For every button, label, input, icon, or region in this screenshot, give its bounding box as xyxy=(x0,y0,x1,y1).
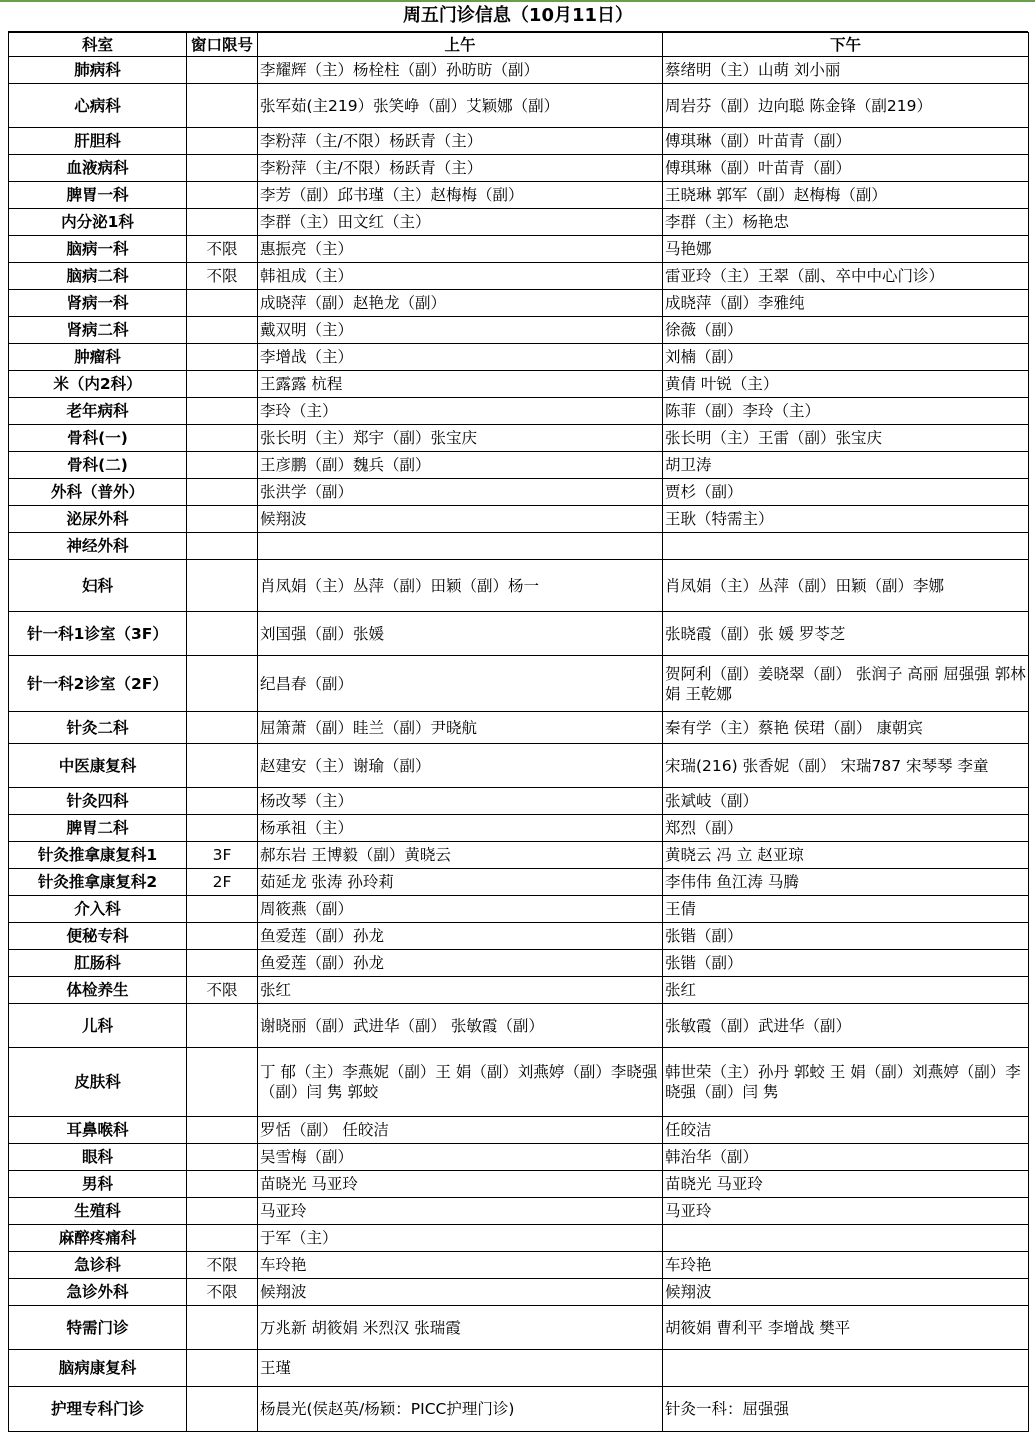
win-cell xyxy=(187,815,258,842)
pm-cell: 陈菲（副）李玲（主） xyxy=(663,398,1029,425)
dept-cell: 脾胃一科 xyxy=(9,182,187,209)
pm-cell: 周岩芬（副）边向聪 陈金锋（副219） xyxy=(663,84,1029,128)
table-row xyxy=(9,263,1029,290)
table-row xyxy=(9,923,1029,950)
dept-cell: 护理专科门诊 xyxy=(9,1387,187,1432)
pm-cell xyxy=(663,1225,1029,1252)
win-cell: 2F xyxy=(187,869,258,896)
am-cell: 谢晓丽（副）武进华（副） 张敏霞（副） xyxy=(258,1004,663,1048)
table-row xyxy=(9,1225,1029,1252)
am-cell: 张红 xyxy=(258,977,663,1004)
pm-cell: 成晓萍（副）李雅纯 xyxy=(663,290,1029,317)
schedule-body xyxy=(9,57,1029,1432)
dept-cell: 急诊外科 xyxy=(9,1279,187,1306)
pm-cell: 韩治华（副） xyxy=(663,1144,1029,1171)
pm-cell: 郑烈（副） xyxy=(663,815,1029,842)
dept-cell: 肝胆科 xyxy=(9,128,187,155)
dept-cell: 男科 xyxy=(9,1171,187,1198)
dept-cell: 神经外科 xyxy=(9,533,187,560)
header-row xyxy=(9,33,1029,57)
table-row xyxy=(9,1279,1029,1306)
am-cell: 张洪学（副） xyxy=(258,479,663,506)
pm-cell: 宋瑞(216) 张香妮（副） 宋瑞787 宋琴琴 李童 xyxy=(663,744,1029,788)
table-row xyxy=(9,506,1029,533)
win-cell xyxy=(187,1387,258,1432)
am-cell: 纪昌春（副） xyxy=(258,656,663,712)
table-row xyxy=(9,533,1029,560)
table-row xyxy=(9,1171,1029,1198)
table-row xyxy=(9,398,1029,425)
dept-cell: 生殖科 xyxy=(9,1198,187,1225)
pm-cell: 张敏霞（副）武进华（副） xyxy=(663,1004,1029,1048)
win-cell xyxy=(187,1225,258,1252)
header-am: 上午 xyxy=(258,33,663,57)
dept-cell: 米（内2科） xyxy=(9,371,187,398)
pm-cell xyxy=(663,1350,1029,1387)
table-row xyxy=(9,290,1029,317)
win-cell xyxy=(187,1171,258,1198)
am-cell: 刘国强（副）张媛 xyxy=(258,612,663,656)
pm-cell: 雷亚玲（主）王翠（副、卒中中心门诊） xyxy=(663,263,1029,290)
pm-cell: 王耿（特需主） xyxy=(663,506,1029,533)
pm-cell: 贾杉（副） xyxy=(663,479,1029,506)
pm-cell: 王晓琳 郭军（副）赵梅梅（副） xyxy=(663,182,1029,209)
win-cell xyxy=(187,560,258,612)
pm-cell: 韩世荣（主）孙丹 郭蛟 王 娟（副）刘燕婷（副）李晓强（副）闫 隽 xyxy=(663,1048,1029,1117)
win-cell xyxy=(187,1004,258,1048)
win-cell: 不限 xyxy=(187,236,258,263)
pm-cell: 张锴（副） xyxy=(663,950,1029,977)
pm-cell: 候翔波 xyxy=(663,1279,1029,1306)
win-cell xyxy=(187,344,258,371)
win-cell xyxy=(187,506,258,533)
dept-cell: 肾病一科 xyxy=(9,290,187,317)
dept-cell: 老年病科 xyxy=(9,398,187,425)
dept-cell: 妇科 xyxy=(9,560,187,612)
win-cell xyxy=(187,317,258,344)
pm-cell: 张锴（副） xyxy=(663,923,1029,950)
win-cell xyxy=(187,612,258,656)
pm-cell: 傅琪琳（副）叶苗青（副） xyxy=(663,128,1029,155)
dept-cell: 脑病二科 xyxy=(9,263,187,290)
am-cell: 王彦鹏（副）魏兵（副） xyxy=(258,452,663,479)
pm-cell: 张斌岐（副） xyxy=(663,788,1029,815)
table-row xyxy=(9,977,1029,1004)
am-cell: 候翔波 xyxy=(258,1279,663,1306)
table-row xyxy=(9,1144,1029,1171)
dept-cell: 肾病二科 xyxy=(9,317,187,344)
win-cell xyxy=(187,533,258,560)
table-row xyxy=(9,744,1029,788)
am-cell: 鱼爱莲（副）孙龙 xyxy=(258,923,663,950)
table-row xyxy=(9,712,1029,744)
pm-cell: 刘楠（副） xyxy=(663,344,1029,371)
table-row xyxy=(9,317,1029,344)
pm-cell: 张长明（主）王雷（副）张宝庆 xyxy=(663,425,1029,452)
pm-cell: 黄晓云 冯 立 赵亚琼 xyxy=(663,842,1029,869)
dept-cell: 泌尿外科 xyxy=(9,506,187,533)
win-cell xyxy=(187,182,258,209)
am-cell: 吴雪梅（副） xyxy=(258,1144,663,1171)
table-row xyxy=(9,57,1029,84)
am-cell: 韩祖成（主） xyxy=(258,263,663,290)
dept-cell: 针灸推拿康复科1 xyxy=(9,842,187,869)
am-cell: 王瑾 xyxy=(258,1350,663,1387)
am-cell: 张长明（主）郑宇（副）张宝庆 xyxy=(258,425,663,452)
table-row xyxy=(9,788,1029,815)
pm-cell: 秦有学（主）蔡艳 侯珺（副） 康朝宾 xyxy=(663,712,1029,744)
dept-cell: 特需门诊 xyxy=(9,1306,187,1350)
am-cell: 丁 郁（主）李燕妮（副）王 娟（副）刘燕婷（副）李晓强（副）闫 隽 郭蛟 xyxy=(258,1048,663,1117)
dept-cell: 介入科 xyxy=(9,896,187,923)
table-row xyxy=(9,1004,1029,1048)
win-cell xyxy=(187,452,258,479)
table-row xyxy=(9,344,1029,371)
win-cell xyxy=(187,1117,258,1144)
dept-cell: 内分泌1科 xyxy=(9,209,187,236)
pm-cell: 针灸一科：屈强强 xyxy=(663,1387,1029,1432)
dept-cell: 体检养生 xyxy=(9,977,187,1004)
dept-cell: 耳鼻喉科 xyxy=(9,1117,187,1144)
win-cell: 不限 xyxy=(187,263,258,290)
am-cell: 郝东岩 王博毅（副）黄晓云 xyxy=(258,842,663,869)
table-row xyxy=(9,869,1029,896)
win-cell xyxy=(187,1198,258,1225)
table-row xyxy=(9,1198,1029,1225)
table-row xyxy=(9,1306,1029,1350)
am-cell: 周筱燕（副） xyxy=(258,896,663,923)
table-row xyxy=(9,1387,1029,1432)
pm-cell: 肖凤娟（主）丛萍（副）田颖（副）李娜 xyxy=(663,560,1029,612)
pm-cell: 任皎洁 xyxy=(663,1117,1029,1144)
pm-cell: 蔡绪明（主）山萌 刘小丽 xyxy=(663,57,1029,84)
pm-cell: 胡卫涛 xyxy=(663,452,1029,479)
win-cell xyxy=(187,479,258,506)
dept-cell: 肿瘤科 xyxy=(9,344,187,371)
am-cell: 惠振亮（主） xyxy=(258,236,663,263)
win-cell xyxy=(187,1144,258,1171)
table-row xyxy=(9,425,1029,452)
table-row xyxy=(9,155,1029,182)
win-cell xyxy=(187,57,258,84)
am-cell: 茹延龙 张涛 孙玲莉 xyxy=(258,869,663,896)
schedule-table xyxy=(8,32,1029,1432)
am-cell: 张军茹(主219）张笑峥（副）艾颖娜（副） xyxy=(258,84,663,128)
dept-cell: 急诊科 xyxy=(9,1252,187,1279)
table-row xyxy=(9,1350,1029,1387)
pm-cell: 苗晓光 马亚玲 xyxy=(663,1171,1029,1198)
pm-cell xyxy=(663,533,1029,560)
win-cell xyxy=(187,290,258,317)
table-row xyxy=(9,842,1029,869)
am-cell: 杨晨光(侯赵英/杨颖：PICC护理门诊) xyxy=(258,1387,663,1432)
dept-cell: 麻醉疼痛科 xyxy=(9,1225,187,1252)
table-row xyxy=(9,182,1029,209)
table-row xyxy=(9,371,1029,398)
dept-cell: 针灸二科 xyxy=(9,712,187,744)
dept-cell: 血液病科 xyxy=(9,155,187,182)
table-row xyxy=(9,815,1029,842)
am-cell: 万兆新 胡筱娟 米烈汉 张瑞霞 xyxy=(258,1306,663,1350)
win-cell xyxy=(187,84,258,128)
win-cell: 3F xyxy=(187,842,258,869)
am-cell: 肖凤娟（主）丛萍（副）田颖（副）杨一 xyxy=(258,560,663,612)
win-cell xyxy=(187,425,258,452)
am-cell: 屈箫萧（副）眭兰（副）尹晓航 xyxy=(258,712,663,744)
dept-cell: 便秘专科 xyxy=(9,923,187,950)
am-cell: 赵建安（主）谢瑜（副） xyxy=(258,744,663,788)
dept-cell: 脑病一科 xyxy=(9,236,187,263)
table-row xyxy=(9,896,1029,923)
win-cell xyxy=(187,209,258,236)
am-cell: 李玲（主） xyxy=(258,398,663,425)
am-cell: 鱼爱莲（副）孙龙 xyxy=(258,950,663,977)
pm-cell: 王倩 xyxy=(663,896,1029,923)
table-row xyxy=(9,950,1029,977)
am-cell: 成晓萍（副）赵艳龙（副） xyxy=(258,290,663,317)
pm-cell: 贺阿利（副）姜晓翠（副） 张润子 高丽 屈强强 郭林娟 王乾娜 xyxy=(663,656,1029,712)
pm-cell: 徐薇（副） xyxy=(663,317,1029,344)
dept-cell: 针灸四科 xyxy=(9,788,187,815)
dept-cell: 骨科(二) xyxy=(9,452,187,479)
am-cell: 李粉萍（主/不限）杨跃青（主） xyxy=(258,128,663,155)
table-row xyxy=(9,1117,1029,1144)
dept-cell: 针一科2诊室（2F） xyxy=(9,656,187,712)
pm-cell: 车玲艳 xyxy=(663,1252,1029,1279)
dept-cell: 脾胃二科 xyxy=(9,815,187,842)
win-cell xyxy=(187,371,258,398)
am-cell: 李群（主）田文红（主） xyxy=(258,209,663,236)
header-pm: 下午 xyxy=(663,33,1029,57)
dept-cell: 儿科 xyxy=(9,1004,187,1048)
table-row xyxy=(9,452,1029,479)
am-cell: 杨改琴（主） xyxy=(258,788,663,815)
win-cell xyxy=(187,1350,258,1387)
pm-cell: 李伟伟 鱼江涛 马腾 xyxy=(663,869,1029,896)
dept-cell: 肺病科 xyxy=(9,57,187,84)
win-cell xyxy=(187,398,258,425)
dept-cell: 骨科(一) xyxy=(9,425,187,452)
table-row xyxy=(9,209,1029,236)
am-cell: 李芳（副）邱书瑾（主）赵梅梅（副） xyxy=(258,182,663,209)
win-cell xyxy=(187,712,258,744)
table-row xyxy=(9,656,1029,712)
dept-cell: 针灸推拿康复科2 xyxy=(9,869,187,896)
win-cell: 不限 xyxy=(187,1252,258,1279)
am-cell: 杨承祖（主） xyxy=(258,815,663,842)
am-cell: 戴双明（主） xyxy=(258,317,663,344)
win-cell xyxy=(187,128,258,155)
table-row xyxy=(9,1048,1029,1117)
dept-cell: 中医康复科 xyxy=(9,744,187,788)
table-row xyxy=(9,560,1029,612)
win-cell: 不限 xyxy=(187,1279,258,1306)
dept-cell: 针一科1诊室（3F） xyxy=(9,612,187,656)
schedule-sheet xyxy=(8,0,1028,1432)
win-cell xyxy=(187,744,258,788)
am-cell: 候翔波 xyxy=(258,506,663,533)
pm-cell: 马艳娜 xyxy=(663,236,1029,263)
pm-cell: 张晓霞（副）张 媛 罗苓芝 xyxy=(663,612,1029,656)
am-cell: 马亚玲 xyxy=(258,1198,663,1225)
am-cell: 李增战（主） xyxy=(258,344,663,371)
header-window: 窗口限号 xyxy=(187,33,258,57)
win-cell xyxy=(187,923,258,950)
dept-cell: 外科（普外） xyxy=(9,479,187,506)
win-cell xyxy=(187,950,258,977)
table-row xyxy=(9,479,1029,506)
am-cell xyxy=(258,533,663,560)
dept-cell: 脑病康复科 xyxy=(9,1350,187,1387)
pm-cell: 李群（主）杨艳忠 xyxy=(663,209,1029,236)
win-cell xyxy=(187,1048,258,1117)
dept-cell: 皮肤科 xyxy=(9,1048,187,1117)
table-row xyxy=(9,1252,1029,1279)
pm-cell: 黄倩 叶锐（主） xyxy=(663,371,1029,398)
table-row xyxy=(9,612,1029,656)
pm-cell: 张红 xyxy=(663,977,1029,1004)
am-cell: 车玲艳 xyxy=(258,1252,663,1279)
am-cell: 李粉萍（主/不限）杨跃青（主） xyxy=(258,155,663,182)
win-cell: 不限 xyxy=(187,977,258,1004)
dept-cell: 肛肠科 xyxy=(9,950,187,977)
table-row xyxy=(9,128,1029,155)
win-cell xyxy=(187,896,258,923)
pm-cell: 傅琪琳（副）叶苗青（副） xyxy=(663,155,1029,182)
win-cell xyxy=(187,656,258,712)
am-cell: 罗恬（副） 任皎洁 xyxy=(258,1117,663,1144)
win-cell xyxy=(187,155,258,182)
win-cell xyxy=(187,1306,258,1350)
am-cell: 于军（主） xyxy=(258,1225,663,1252)
dept-cell: 眼科 xyxy=(9,1144,187,1171)
am-cell: 苗晓光 马亚玲 xyxy=(258,1171,663,1198)
header-dept: 科室 xyxy=(9,33,187,57)
pm-cell: 马亚玲 xyxy=(663,1198,1029,1225)
win-cell xyxy=(187,788,258,815)
pm-cell: 胡筱娟 曹利平 李增战 樊平 xyxy=(663,1306,1029,1350)
table-row xyxy=(9,236,1029,263)
am-cell: 王露露 杭程 xyxy=(258,371,663,398)
am-cell: 李耀辉（主）杨栓柱（副）孙昉昉（副） xyxy=(258,57,663,84)
page-title: 周五门诊信息（10月11日） xyxy=(8,0,1028,32)
dept-cell: 心病科 xyxy=(9,84,187,128)
table-row xyxy=(9,84,1029,128)
